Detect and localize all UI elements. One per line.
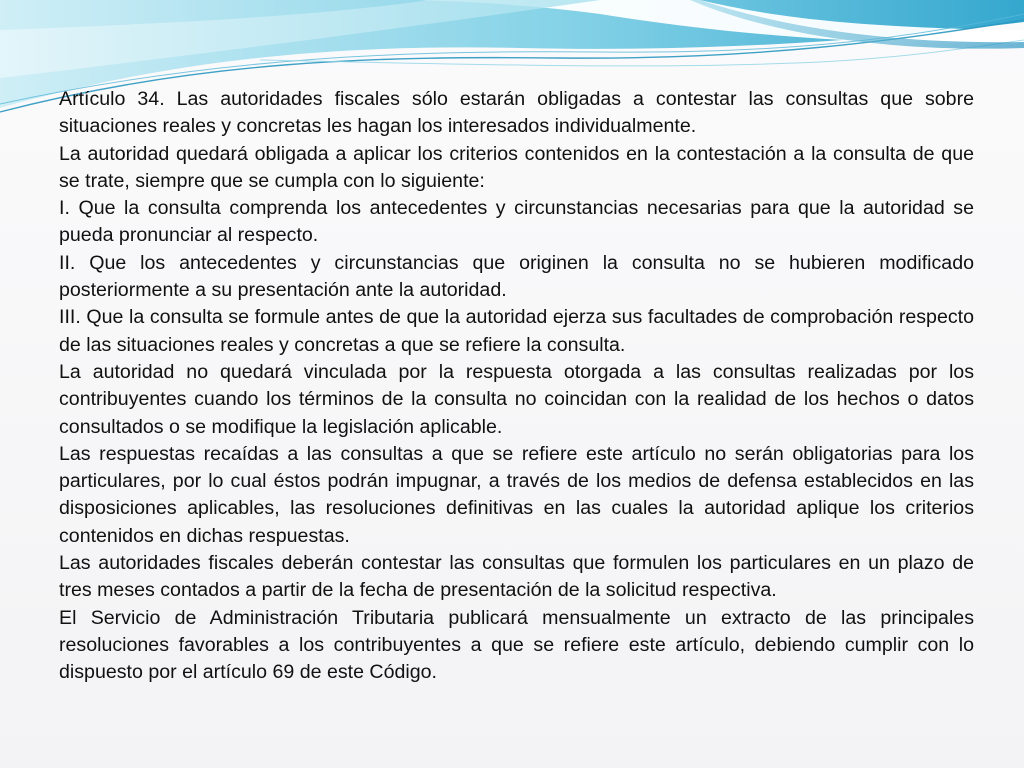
paragraph-obligation: La autoridad quedará obligada a aplicar los criterios contenidos en la contestación a la consulta de que se trate, siempre que se cumpla con lo siguiente: (59, 142, 974, 192)
article-text (59, 86, 974, 687)
paragraph-sat-publication: El Servicio de Administración Tributaria publicará mensualmente un extracto de las principales resoluciones favorables a los contribuyentes a que se refiere este artículo, debiendo cumplir con lo dispuesto por el artículo 69 de este Código. (59, 606, 974, 684)
paragraph-not-binding: La autoridad no quedará vinculada por la respuesta otorgada a las consultas realizadas por los contribuyentes cuando los términos de la consulta no coincidan con la realidad de los hechos o datos consultados o se modifique la legislación aplicable. (59, 360, 974, 438)
paragraph-responses: Las respuestas recaídas a las consultas a que se refiere este artículo no serán obligatorias para los particulares, por lo cual éstos podrán impugnar, a través de los medios de defensa establecidos en las disposiciones aplicables, las resoluciones definitivas en las cuales la autoridad aplique los criterios contenidos en dichas respuestas. (59, 442, 974, 547)
paragraph-requirement-ii: II. Que los antecedentes y circunstancias que originen la consulta no se hubieren modificado posteriormente a su presentación ante la autoridad. (59, 251, 974, 302)
paragraph-requirement-iii: III. Que la consulta se formule antes de que la autoridad ejerza sus facultades de comprobación respecto de las situaciones reales y concretas a que se refiere la consulta. (59, 306, 974, 356)
paragraph-deadline: Las autoridades fiscales deberán contestar las consultas que formulen los particulares en un plazo de tres meses contados a partir de la fecha de presentación de la solicitud respectiva. (59, 552, 974, 602)
paragraph-article-34: Artículo 34. Las autoridades fiscales sólo estarán obligadas a contestar las consultas que sobre situaciones reales y concretas les hagan los interesados individualmente. (59, 88, 974, 138)
paragraph-requirement-i: I. Que la consulta comprenda los antecedentes y circunstancias necesarias para que la autoridad se pueda pronunciar al respecto. (59, 197, 974, 247)
